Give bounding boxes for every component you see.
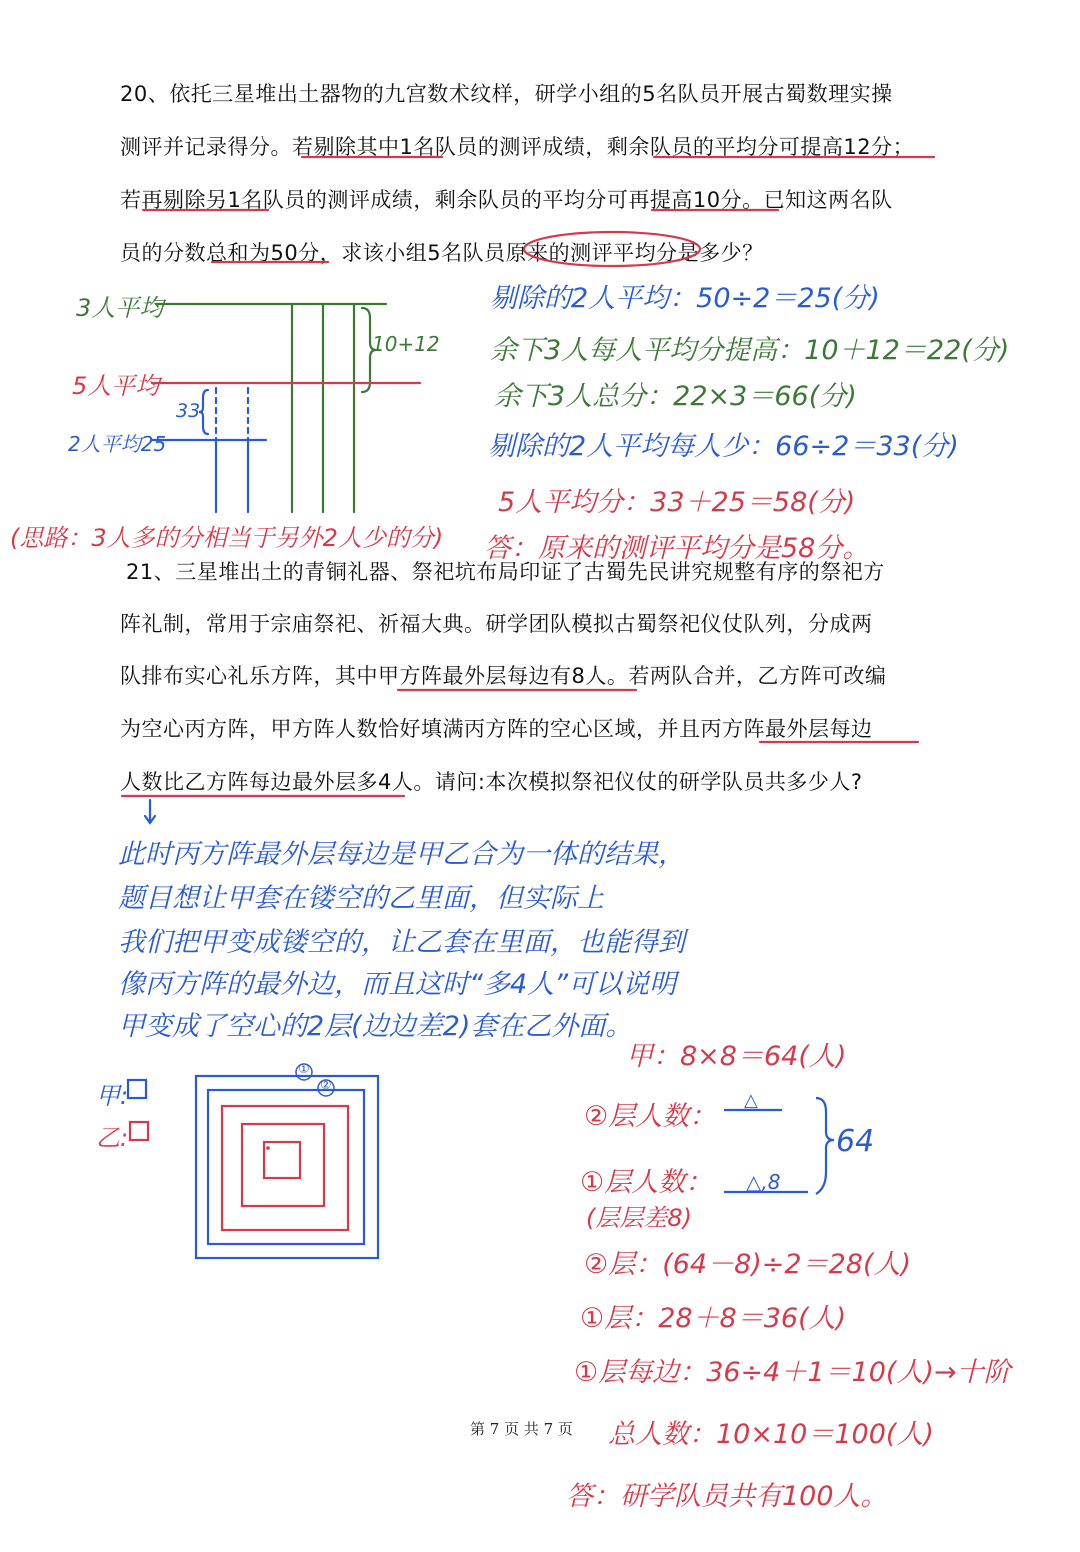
sol21-total: 总人数：10×10＝100(人) xyxy=(608,1419,934,1450)
page-footer: 第 7 页 共 7 页 xyxy=(470,1420,573,1438)
sol21-answer: 答：研学队员共有100人。 xyxy=(566,1481,888,1512)
sol20-line: 5人平均分：33＋25＝58(分) xyxy=(498,487,856,518)
dot xyxy=(266,1146,270,1150)
note21-line: 题目想让甲套在镂空的乙里面，但实际上 xyxy=(118,883,604,914)
sol21-layer2: ②层：(64－8)÷2＝28(人) xyxy=(584,1249,912,1280)
sol20-answer: 答：原来的测评平均分是58分。 xyxy=(484,533,870,564)
q21-line: 人数比乙方阵每边最外层多4人。请问:本次模拟祭祀仪仗的研学队员共多少人? xyxy=(120,770,863,794)
q21-line: 为空心丙方阵，甲方阵人数恰好填满丙方阵的空心区域，并且丙方阵最外层每边 xyxy=(120,717,873,741)
sol20-line: 余下3人每人平均分提高：10＋12＝22(分) xyxy=(490,335,1010,366)
sol20-line: 剔除的2人平均每人少：66÷2＝33(分) xyxy=(488,431,959,462)
q21-line: 阵礼制，常用于宗庙祭祀、祈福大典。研学团队模拟古蜀祭祀仪仗队列，分成两 xyxy=(120,612,873,636)
thinking-note: (思路：3人多的分相当于另外2人少的分) xyxy=(10,524,444,552)
legend-box-jia xyxy=(128,1080,146,1098)
legend-box-yi xyxy=(130,1122,148,1140)
label-5avg: 5人平均 xyxy=(72,372,160,400)
sol21-layer1-side: ①层每边：36÷4＋1＝10(人)→十阶 xyxy=(574,1357,1011,1388)
sol21-layer2-label: ②层人数： xyxy=(584,1101,717,1132)
label-3avg: 3人平均 xyxy=(76,294,164,322)
note21-line: 像丙方阵的最外边，而且这时“多4人”可以说明 xyxy=(118,969,677,1000)
q20-line: 若再剔除另1名队员的测评成绩，剩余队员的平均分可再提高10分。已知这两名队 xyxy=(120,188,893,212)
note21-line: 甲变成了空心的2层(边边差2)套在乙外面。 xyxy=(118,1011,633,1042)
note21-line: 我们把甲变成镂空的，让乙套在里面，也能得到 xyxy=(118,927,685,958)
q20-line: 测评并记录得分。若剔除其中1名队员的测评成绩，剩余队员的平均分可提高12分； xyxy=(120,135,915,159)
label-one: ① xyxy=(298,1062,310,1077)
label-two: ② xyxy=(320,1078,332,1093)
brace xyxy=(816,1098,834,1194)
q21-line: 队排布实心礼乐方阵，其中甲方阵最外层每边有8人。若两队合并，乙方阵可改编 xyxy=(120,664,887,688)
note21-line: 此时丙方阵最外层每边是甲乙合为一体的结果， xyxy=(118,839,685,870)
sol21-jia: 甲：8×8＝64(人) xyxy=(626,1041,847,1072)
sol21-layer1-label: ①层人数： xyxy=(580,1167,713,1198)
label-33: 33 xyxy=(176,400,201,422)
q20-line: 员的分数总和为50分，求该小组5名队员原来的测评平均分是多少？ xyxy=(120,241,764,265)
sol20-line: 剔除的2人平均：50÷2＝25(分) xyxy=(490,283,880,314)
sol21-layer-diff: (层层差8) xyxy=(586,1204,692,1232)
label-diff: 10+12 xyxy=(372,332,440,356)
sol21-layer2-val: △ xyxy=(744,1090,758,1111)
square-layer2 xyxy=(208,1090,364,1244)
sol21-layer1: ①层：28＋8＝36(人) xyxy=(580,1303,847,1334)
label-2avg: 2人平均25 xyxy=(68,432,167,456)
q21-line: 21、三星堆出土的青铜礼器、祭祀坑布局印证了古蜀先民讲究规整有序的祭祀方 xyxy=(126,560,885,584)
q20-line: 20、依托三星堆出土器物的九宫数术纹样，研学小组的5名队员开展古蜀数理实操 xyxy=(120,82,893,106)
sol20-line: 余下3人总分：22×3＝66(分) xyxy=(494,381,857,412)
sol21-brace-total: 64 xyxy=(836,1124,875,1159)
legend-yi: 乙: xyxy=(96,1124,129,1152)
legend-jia: 甲: xyxy=(96,1082,129,1110)
square-red-inner xyxy=(242,1124,324,1206)
sol21-layer1-val: △,8 xyxy=(746,1170,781,1194)
